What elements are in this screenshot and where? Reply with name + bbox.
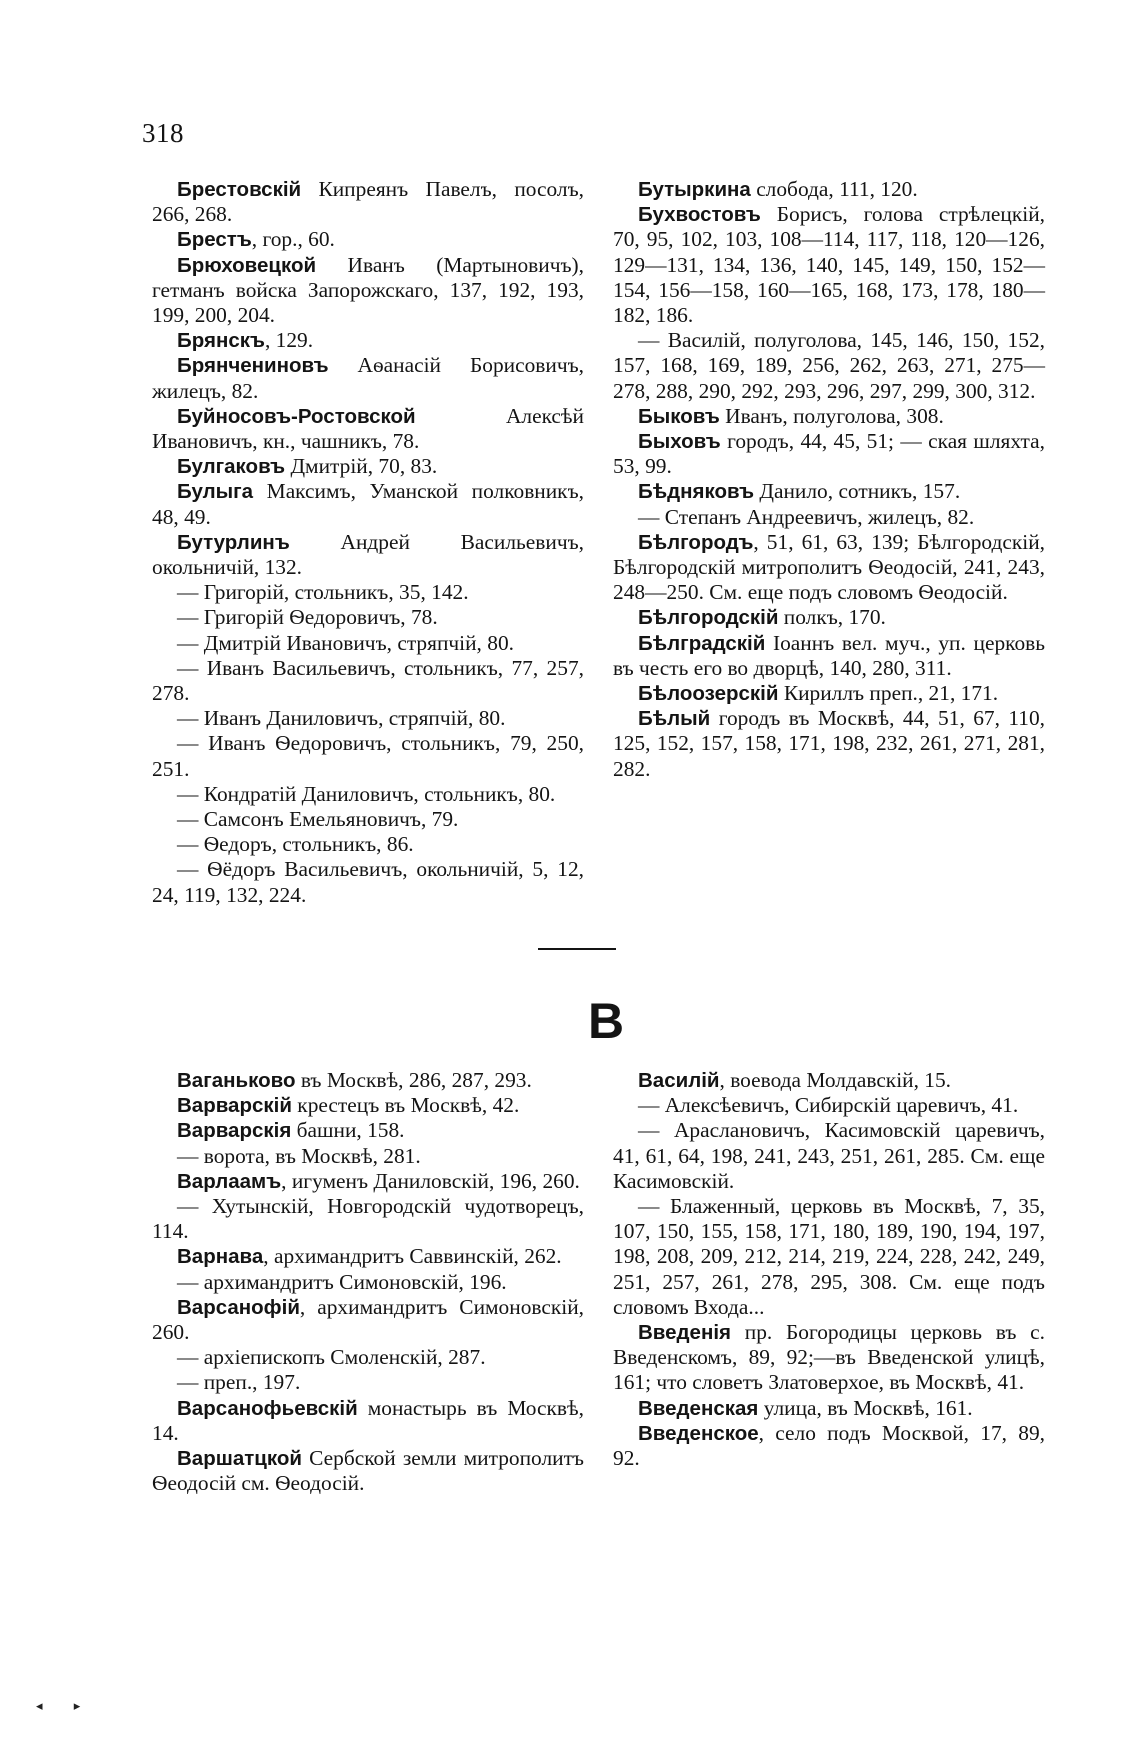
entry-text: , 51, 61, 63, 139; Бѣлгородскій, Бѣлгородскій митрополитъ Ѳеодосій, 241, 243, 248—250. См. еще подъ словомъ Ѳеодосій. <box>613 529 1045 605</box>
entry-text: Алексѣй Ивановичъ, кн., чашникъ, 78. <box>152 403 584 454</box>
index-column-lower-right <box>613 1068 1045 1471</box>
entry-text: , 129. <box>264 328 314 353</box>
entry-text: — Алексѣевичъ, Сибирскій царевичъ, 41. <box>638 1093 1019 1118</box>
entry-headword: Брянчениновъ <box>177 354 329 378</box>
index-entry <box>152 1093 584 1118</box>
entry-text: Иванъ, полуголова, 308. <box>719 403 944 428</box>
entry-headword: Бутыркина <box>638 178 751 201</box>
entry-text: , архимандритъ Саввинскій, 262. <box>263 1244 562 1269</box>
entry-headword: Варнава <box>177 1245 264 1269</box>
entry-text: — Григорій Ѳедоровичъ, 78. <box>177 605 438 630</box>
entry-text: — архимандритъ Симоновскій, 196. <box>177 1269 507 1294</box>
index-entry <box>152 1068 584 1093</box>
index-entry <box>613 1320 1045 1396</box>
entry-headword: Варварскій <box>177 1094 292 1118</box>
index-entry <box>152 1396 584 1446</box>
index-entry <box>613 479 1045 504</box>
index-entry <box>613 429 1045 479</box>
entry-text: — ворота, въ Москвѣ, 281. <box>177 1143 421 1168</box>
index-entry <box>613 631 1045 681</box>
index-entry <box>152 580 584 605</box>
entry-text: — преп., 197. <box>177 1370 301 1395</box>
index-entry <box>152 832 584 857</box>
index-entry <box>613 202 1045 328</box>
index-entry <box>152 1446 584 1496</box>
index-entry <box>152 479 584 529</box>
entry-text: Кириллъ преп., 21, 171. <box>778 681 999 706</box>
entry-headword: Ваганьково <box>177 1069 296 1092</box>
entry-text: улица, въ Москвѣ, 161. <box>758 1395 973 1420</box>
index-entry <box>152 1345 584 1370</box>
entry-text: — Иванъ Ѳедоровичъ, стольникъ, 79, 250, 251. <box>152 731 584 781</box>
entry-text: — Ѳёдоръ Васильевичъ, окольничій, 5, 12, 24, 119, 132, 224. <box>152 857 584 907</box>
entry-text: Иванъ (Мартыновичъ), гетманъ войска Запорожскаго, 137, 192, 193, 199, 200, 204. <box>152 252 584 328</box>
entry-headword: Булыга <box>177 480 254 504</box>
entry-text: , воевода Молдавскій, 15. <box>719 1068 952 1092</box>
index-entry <box>152 1144 584 1169</box>
entry-headword: Бѣлоозерскій <box>638 682 779 706</box>
index-entry <box>613 706 1045 782</box>
entry-headword: Бѣлый <box>638 707 711 731</box>
index-column-lower-left <box>152 1068 584 1496</box>
entry-text: Данило, сотникъ, 157. <box>754 479 961 504</box>
entry-text: , архимандритъ Симоновскій, 260. <box>152 1294 584 1345</box>
entry-text: — Григорій, стольникъ, 35, 142. <box>177 580 469 605</box>
entry-text: — Иванъ Васильевичъ, стольникъ, 77, 257, 278. <box>152 655 584 706</box>
section-divider <box>538 948 616 950</box>
entry-text: — архіепископъ Смоленскій, 287. <box>177 1345 486 1370</box>
entry-headword: Бутурлинъ <box>177 530 290 554</box>
entry-text: — Ѳедоръ, стольникъ, 86. <box>177 832 414 857</box>
index-entry <box>152 605 584 630</box>
index-entry <box>152 1370 584 1395</box>
entry-text: Дмитрій, 70, 83. <box>285 454 438 479</box>
entry-text: башни, 158. <box>291 1118 405 1143</box>
entry-text: , село подъ Москвой, 17, 89, 92. <box>613 1420 1045 1471</box>
entry-text: — Василій, полуголова, 145, 146, 150, 152, 157, 168, 169, 189, 256, 262, 263, 271, 275—278, 288, 290, 292, 293, 296, 297, 299, 300, 312. <box>613 328 1045 403</box>
entry-text: пр. Богородицы церковь въ с. Введенскомъ, 89, 92;—въ Введенской улицѣ, 161; что словетъ Златоверхое, въ Москвѣ, 41. <box>613 1320 1045 1395</box>
entry-headword: Варлаамъ <box>177 1169 282 1193</box>
entry-text: Максимъ, Уманской полковникъ, 48, 49. <box>152 479 584 529</box>
index-entry <box>152 353 584 403</box>
entry-headword: Брестовскій <box>177 178 302 201</box>
entry-text: крестецъ въ Москвѣ, 42. <box>291 1093 520 1118</box>
entry-text: полкъ, 170. <box>778 605 886 630</box>
index-entry <box>613 1118 1045 1194</box>
entry-headword: Буйносовъ-Ростовской <box>177 404 416 428</box>
index-column-upper-left <box>152 177 584 908</box>
entry-headword: Брюховецкой <box>177 253 317 277</box>
index-entry <box>613 1396 1045 1421</box>
entry-text: — Степанъ Андреевичъ, жилецъ, 82. <box>638 504 975 529</box>
index-entry <box>152 857 584 907</box>
index-entry <box>152 1244 584 1269</box>
index-entry <box>152 1270 584 1295</box>
entry-text: Іоаннъ вел. муч., уп. церковь въ честь его во дворцѣ, 140, 280, 311. <box>613 630 1045 680</box>
index-entry <box>152 1194 584 1244</box>
index-entry <box>613 1068 1045 1093</box>
index-entry <box>613 605 1045 630</box>
entry-text: , гор., 60. <box>251 227 335 252</box>
index-entry <box>613 328 1045 404</box>
index-entry <box>613 177 1045 202</box>
entry-headword: Бѣлгородъ <box>638 530 754 554</box>
section-letter: В <box>588 993 625 1049</box>
entry-headword: Быковъ <box>638 404 720 428</box>
entry-text: городъ, 44, 45, 51; — ская шляхта, 53, 99. <box>613 429 1045 479</box>
entry-headword: Булгаковъ <box>177 455 286 479</box>
viewer-nav-arrows[interactable]: ◂ ▸ <box>36 1698 95 1713</box>
entry-headword: Варсанофій <box>177 1295 300 1319</box>
index-entry <box>152 706 584 731</box>
entry-headword: Быховъ <box>638 430 721 454</box>
entry-headword: Брянскъ <box>177 329 265 353</box>
entry-headword: Введенская <box>638 1396 759 1420</box>
index-entry <box>152 631 584 656</box>
index-entry <box>613 404 1045 429</box>
index-entry <box>152 404 584 454</box>
index-entry <box>152 227 584 252</box>
index-entry <box>613 1194 1045 1320</box>
index-entry <box>613 1093 1045 1118</box>
entry-headword: Бѣдняковъ <box>638 480 755 504</box>
entry-headword: Бѣлградскій <box>638 631 766 655</box>
entry-text: — Самсонъ Емельяновичъ, 79. <box>177 807 459 832</box>
index-entry <box>152 656 584 706</box>
entry-text: слобода, 111, 120. <box>750 177 918 201</box>
index-entry <box>613 681 1045 706</box>
index-column-upper-right <box>613 177 1045 782</box>
entry-text: — Иванъ Даниловичъ, стряпчій, 80. <box>177 706 506 731</box>
entry-text: Борисъ, голова стрѣлецкій, 70, 95, 102, 103, 108—114, 117, 118, 120—126, 129—131, 134, 136, 140, 145, 149, 150, 152—154, 156—158, 160—165, 168, 173, 178, 180—182, 186. <box>613 202 1045 328</box>
index-entry <box>152 454 584 479</box>
entry-headword: Варшатцкой <box>177 1447 302 1471</box>
entry-headword: Брестъ <box>177 228 252 252</box>
index-entry <box>152 731 584 781</box>
entry-text: городъ въ Москвѣ, 44, 51, 67, 110, 125, 152, 157, 158, 171, 198, 232, 261, 271, 281, 282. <box>613 706 1045 781</box>
index-entry <box>152 177 584 227</box>
index-entry <box>152 807 584 832</box>
entry-text: Аѳанасій Борисовичъ, жилецъ, 82. <box>152 353 584 403</box>
entry-text: , игуменъ Даниловскій, 196, 260. <box>281 1168 580 1193</box>
index-entry <box>152 1118 584 1143</box>
entry-text: — Хутынскій, Новгородскій чудотворецъ, 114. <box>152 1194 584 1244</box>
page-number: 318 <box>142 118 184 148</box>
entry-text: Сербской земли митрополитъ Ѳеодосій см. Ѳеодосій. <box>152 1446 584 1496</box>
index-entry <box>613 530 1045 606</box>
entry-text: — Блаженный, церковь въ Москвѣ, 7, 35, 107, 150, 155, 158, 171, 180, 189, 190, 194, 197, 198, 208, 209, 212, 214, 219, 224, 228, 242, 249, 251, 257, 261, 278, 295, 308. См. еще подъ словомъ Входа... <box>613 1194 1045 1319</box>
index-entry <box>152 328 584 353</box>
entry-headword: Бѣлгородскій <box>638 606 779 630</box>
index-entry <box>152 1169 584 1194</box>
entry-headword: Введенія <box>638 1321 731 1345</box>
index-entry <box>613 505 1045 530</box>
entry-headword: Варварскія <box>177 1119 292 1143</box>
index-entry <box>152 253 584 329</box>
index-entry <box>152 782 584 807</box>
index-entry <box>152 1295 584 1345</box>
entry-text: Кипреянъ Павелъ, посолъ, 266, 268. <box>152 177 584 227</box>
entry-headword: Бухвостовъ <box>638 203 761 227</box>
index-entry <box>613 1421 1045 1471</box>
entry-headword: Василій <box>638 1069 720 1092</box>
entry-text: въ Москвѣ, 286, 287, 293. <box>295 1068 532 1092</box>
entry-text: — Дмитрій Ивановичъ, стряпчій, 80. <box>177 630 514 655</box>
entry-headword: Введенское <box>638 1421 759 1445</box>
entry-text: — Кондратій Даниловичъ, стольникъ, 80. <box>177 781 556 806</box>
index-entry <box>152 530 584 580</box>
entry-text: — Араслановичъ, Касимовскій царевичъ, 41, 61, 64, 198, 241, 243, 251, 261, 285. См. еще Касимовскій. <box>613 1118 1045 1193</box>
entry-headword: Варсанофьевскій <box>177 1396 358 1420</box>
entry-text: монастырь въ Москвѣ, 14. <box>152 1395 584 1445</box>
entry-text: Андрей Васильевичъ, окольничій, 132. <box>152 529 584 580</box>
